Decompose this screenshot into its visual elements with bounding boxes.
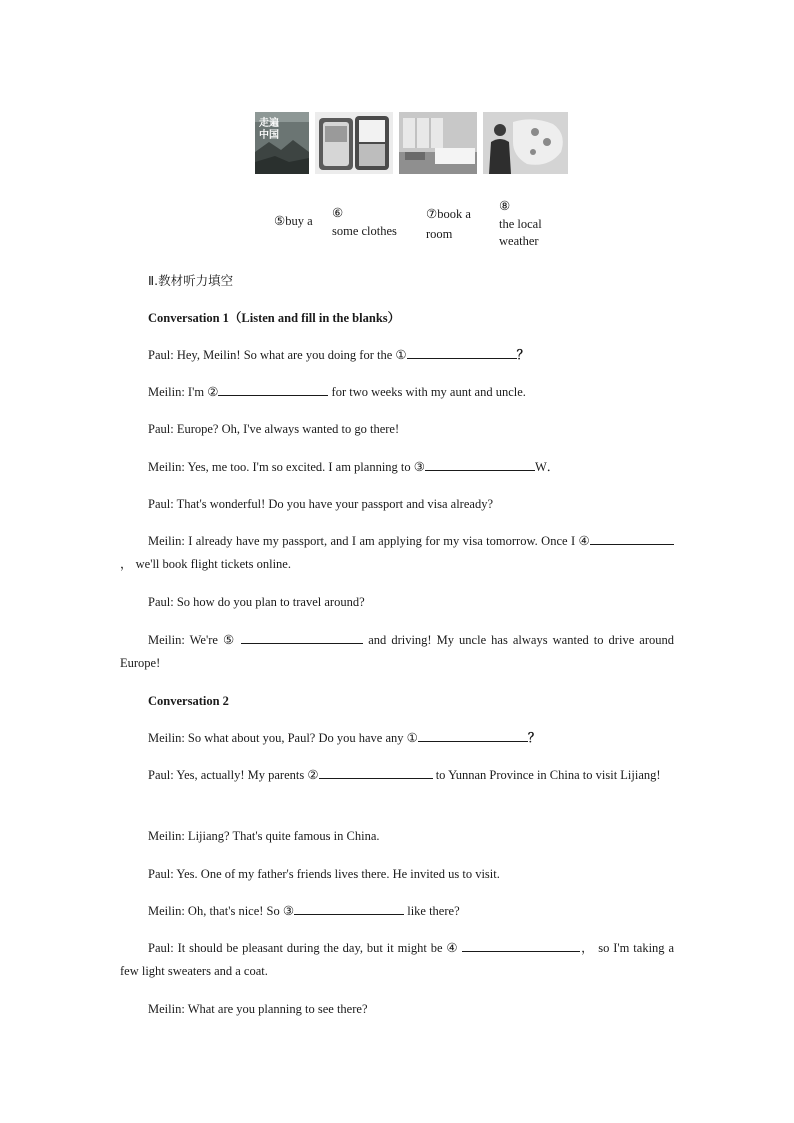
suitcase-graphic: [315, 112, 393, 174]
conversation-1-title: Conversation 1（Listen and fill in the blanks）: [148, 311, 401, 325]
conv1-line-1: [120, 344, 674, 367]
caption-6-text: some clothes: [332, 224, 397, 238]
answer-blank[interactable]: [462, 938, 580, 952]
answer-blank[interactable]: [418, 728, 528, 742]
answer-blank[interactable]: [425, 457, 535, 471]
answer-blank[interactable]: [407, 345, 517, 359]
conv1-line-6-text: Meilin: I already have my passport, and I am applying for my visa tomorrow. Once I ④: [148, 534, 590, 548]
hotel-room-graphic: [399, 112, 477, 174]
conv1-line-5: Paul: That's wonderful! Do you have your passport and visa already?: [148, 497, 493, 511]
conv1-line-2-end: for two weeks with my aunt and uncle.: [328, 385, 526, 399]
conv2-line-1-end: ？: [527, 731, 541, 745]
answer-blank[interactable]: [319, 765, 433, 779]
conv1-line-4: [120, 456, 674, 479]
conv1-line-8-text: Meilin: We're ⑤: [148, 633, 242, 647]
conv1-line-6: [120, 530, 674, 576]
conv1-line-6-end: ， we'll book flight tickets online.: [120, 557, 291, 571]
book-cover-title: 走遍中国: [259, 118, 279, 141]
conv2-line-6-end: ， so I'm taking a few light sweaters and a coat.: [120, 941, 675, 978]
conv2-line-6-text: Paul: It should be pleasant during the day, but it might be ④: [148, 941, 463, 955]
conv2-line-6: [120, 937, 674, 983]
conv2-line-7: Meilin: What are you planning to see there?: [148, 1002, 368, 1016]
weather-presenter-image: [483, 112, 568, 174]
conv2-line-5-end: like there?: [404, 904, 460, 918]
answer-blank[interactable]: [241, 630, 363, 644]
caption-7-line1: ⑦book a: [426, 207, 471, 221]
conv2-line-5: [120, 900, 674, 923]
conv1-line-1-end: ？: [516, 348, 530, 362]
conv2-line-1-text: Meilin: So what about you, Paul? Do you have any ①: [148, 731, 418, 745]
conv2-line-5-text: Meilin: Oh, that's nice! So ③: [148, 904, 295, 918]
caption-6-number: ⑥: [332, 206, 344, 220]
conv1-line-3: Paul: Europe? Oh, I've always wanted to go there!: [148, 422, 400, 436]
conv1-line-8: [120, 629, 674, 675]
conv1-line-7: Paul: So how do you plan to travel around?: [148, 595, 365, 609]
caption-8-line2: weather: [499, 234, 539, 248]
caption-5: ⑤buy a: [274, 214, 313, 228]
answer-blank[interactable]: [218, 382, 328, 396]
conv2-line-2-end: to Yunnan Province in China to visit Lijiang!: [432, 768, 661, 782]
conv1-line-2: [120, 381, 674, 404]
hotel-room-image: [399, 112, 477, 174]
conv1-line-4-end: W．: [534, 460, 560, 474]
packed-suitcase-image: [315, 112, 393, 174]
book-cover-image: [255, 112, 309, 174]
conv2-line-4: Paul: Yes. One of my father's friends lives there. He invited us to visit.: [148, 867, 500, 881]
answer-blank[interactable]: [590, 531, 674, 545]
conv1-line-8-end: and driving! My uncle has always wanted to drive around Europe!: [120, 633, 675, 670]
answer-blank[interactable]: [294, 901, 404, 915]
conversation-2-title: Conversation 2: [148, 694, 229, 708]
caption-8-number: ⑧: [499, 199, 511, 213]
section-title: Ⅱ.教材听力填空: [148, 273, 234, 288]
conv1-line-1-text: Paul: Hey, Meilin! So what are you doing for the ①: [148, 348, 407, 362]
conv2-line-1: [120, 727, 674, 750]
caption-8-line1: the local: [499, 217, 542, 231]
conv2-line-3: Meilin: Lijiang? That's quite famous in China.: [148, 829, 380, 843]
caption-7-line2: room: [426, 227, 453, 241]
conv1-line-2-text: Meilin: I'm ②: [148, 385, 219, 399]
conv2-line-2: [120, 764, 674, 787]
conv1-line-4-text: Meilin: Yes, me too. I'm so excited. I am planning to ③: [148, 460, 425, 474]
weather-map-graphic: [483, 112, 568, 174]
conv2-line-2-text: Paul: Yes, actually! My parents ②: [148, 768, 319, 782]
